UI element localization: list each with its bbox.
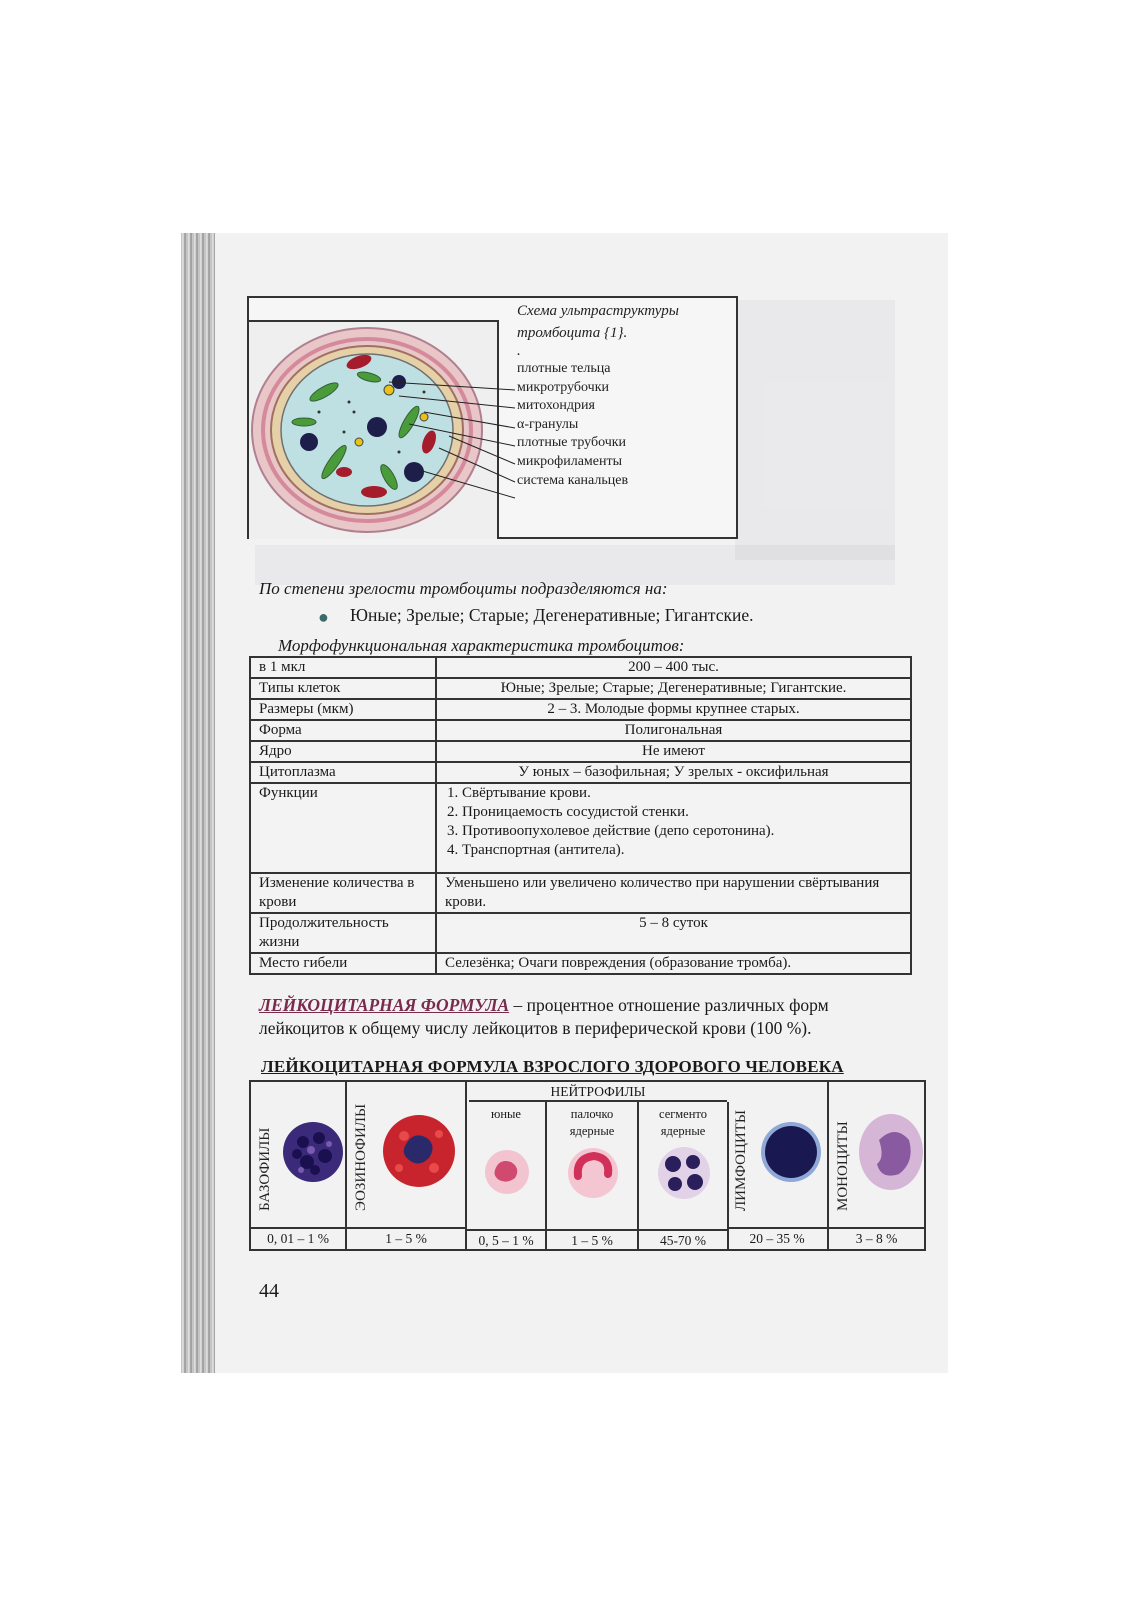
formula-definition-text: – процентное отношение различных форм лейкоцитов к общему числу лейкоцитов в периферической крови (100 %).: [259, 995, 829, 1038]
table-row: [250, 762, 911, 783]
juvenile-neutrophil-image: [477, 1142, 537, 1202]
formula-term: ЛЕЙКОЦИТАРНАЯ ФОРМУЛА: [259, 995, 510, 1015]
cell-column-segmented: [639, 1102, 729, 1251]
morph-table-title: Морфофункциональная характеристика тромбоцитов:: [278, 636, 685, 655]
cell-percent: 20 – 35 %: [727, 1227, 827, 1249]
table-row: [250, 657, 911, 678]
cell-name: юные: [491, 1107, 521, 1121]
row-key: Место гибели: [250, 953, 436, 974]
row-value: Селезёнка; Очаги повреждения (образование тромба).: [436, 953, 911, 974]
maturity-intro: По степени зрелости тромбоциты подразделяются на:: [259, 579, 668, 598]
leader-lines: [249, 298, 740, 541]
cell-column-juvenile: [467, 1102, 547, 1251]
leukocyte-table: [249, 1080, 926, 1251]
label-mitochondria: митохондрия: [517, 398, 595, 414]
cell-column-lymphocytes: [727, 1082, 829, 1249]
row-value: Уменьшено или увеличено количество при нарушении свёртывания крови.: [436, 873, 911, 913]
cell-name: палочко ядерные: [569, 1107, 615, 1138]
page-number: 44: [259, 1280, 279, 1302]
caption-line-2: тромбоцита {1}.: [517, 325, 628, 341]
cell-column-basophils: [251, 1082, 347, 1249]
maturity-types: Юные; Зрелые; Старые; Дегенеративные; Гигантские.: [350, 605, 754, 625]
cell-name: ЛИМФОЦИТЫ: [733, 1110, 749, 1211]
show-through: [735, 300, 895, 560]
row-value: 2 – 3. Молодые формы крупнее старых.: [436, 699, 911, 720]
bullet-icon: ●: [318, 607, 329, 627]
functions-list: [436, 783, 911, 873]
row-value: 200 – 400 тыс.: [436, 657, 911, 678]
row-key: Форма: [250, 720, 436, 741]
table-row: [250, 741, 911, 762]
formula-heading: ЛЕЙКОЦИТАРНАЯ ФОРМУЛА ВЗРОСЛОГО ЗДОРОВОГО ЧЕЛОВЕКА: [261, 1057, 844, 1076]
lymphocyte-image: [757, 1112, 827, 1192]
maturity-list: [318, 605, 754, 627]
cell-percent: 1 – 5 %: [547, 1229, 637, 1251]
cell-percent: 1 – 5 %: [347, 1227, 465, 1249]
function-item: 4. Транспортная (антитела).: [447, 842, 625, 858]
table-row: [250, 720, 911, 741]
row-key: Ядро: [250, 741, 436, 762]
row-value: У юных – базофильная; У зрелых - оксифильная: [436, 762, 911, 783]
monocyte-image: [855, 1110, 925, 1194]
cell-percent: 45-70 %: [639, 1229, 727, 1251]
caption-dot: .: [517, 343, 521, 359]
label-canal-system: система канальцев: [517, 472, 629, 488]
function-item: 3. Противоопухолевое действие (депо серотонина).: [447, 823, 775, 839]
table-row: [250, 873, 911, 913]
morph-table: [249, 656, 912, 975]
label-dense-tubules: плотные трубочки: [517, 435, 627, 451]
row-key: Размеры (мкм): [250, 699, 436, 720]
row-key: Продолжительность жизни: [250, 913, 436, 953]
caption-line-1: Схема ультраструктуры: [517, 303, 679, 319]
row-value: 5 – 8 суток: [436, 913, 911, 953]
label-microfilaments: микрофиламенты: [517, 453, 623, 469]
function-item: 1. Свёртывание крови.: [447, 785, 591, 801]
cell-name: БАЗОФИЛЫ: [257, 1127, 273, 1211]
label-alpha-granules: α-гранулы: [517, 416, 579, 432]
table-row: [250, 678, 911, 699]
label-microtubules: микротрубочки: [517, 379, 609, 395]
row-value: Полигональная: [436, 720, 911, 741]
row-key: в 1 мкл: [250, 657, 436, 678]
formula-definition: [259, 994, 914, 1040]
row-value: Не имеют: [436, 741, 911, 762]
cell-percent: 0, 5 – 1 %: [467, 1229, 545, 1251]
table-row: [250, 953, 911, 974]
cell-column-monocytes: [829, 1082, 924, 1249]
neutrophils-header: НЕЙТРОФИЛЫ: [469, 1082, 727, 1102]
page-edge: [181, 233, 215, 1373]
label-dense-bodies: плотные тельца: [517, 361, 611, 376]
cell-name: ЭОЗИНОФИЛЫ: [353, 1103, 369, 1211]
segmented-neutrophil-image: [649, 1140, 719, 1206]
table-row: [250, 913, 911, 953]
row-key: Типы клеток: [250, 678, 436, 699]
cell-column-band: [547, 1102, 639, 1251]
function-item: 2. Проницаемость сосудистой стенки.: [447, 804, 689, 820]
cell-column-eosinophils: [347, 1082, 467, 1249]
band-neutrophil-image: [558, 1140, 628, 1206]
basophil-image: [279, 1112, 349, 1192]
table-row: [250, 699, 911, 720]
table-row: [250, 783, 911, 873]
cell-name: МОНОЦИТЫ: [835, 1121, 851, 1211]
eosinophil-image: [379, 1106, 459, 1196]
row-key: Изменение количества в крови: [250, 873, 436, 913]
row-key: Цитоплазма: [250, 762, 436, 783]
cell-percent: 3 – 8 %: [829, 1227, 924, 1249]
row-key: Функции: [250, 783, 436, 873]
cell-name: сегменто ядерные: [659, 1107, 707, 1138]
row-value: Юные; Зрелые; Старые; Дегенеративные; Гигантские.: [436, 678, 911, 699]
platelet-diagram: [247, 296, 738, 539]
cell-percent: 0, 01 – 1 %: [251, 1227, 345, 1249]
